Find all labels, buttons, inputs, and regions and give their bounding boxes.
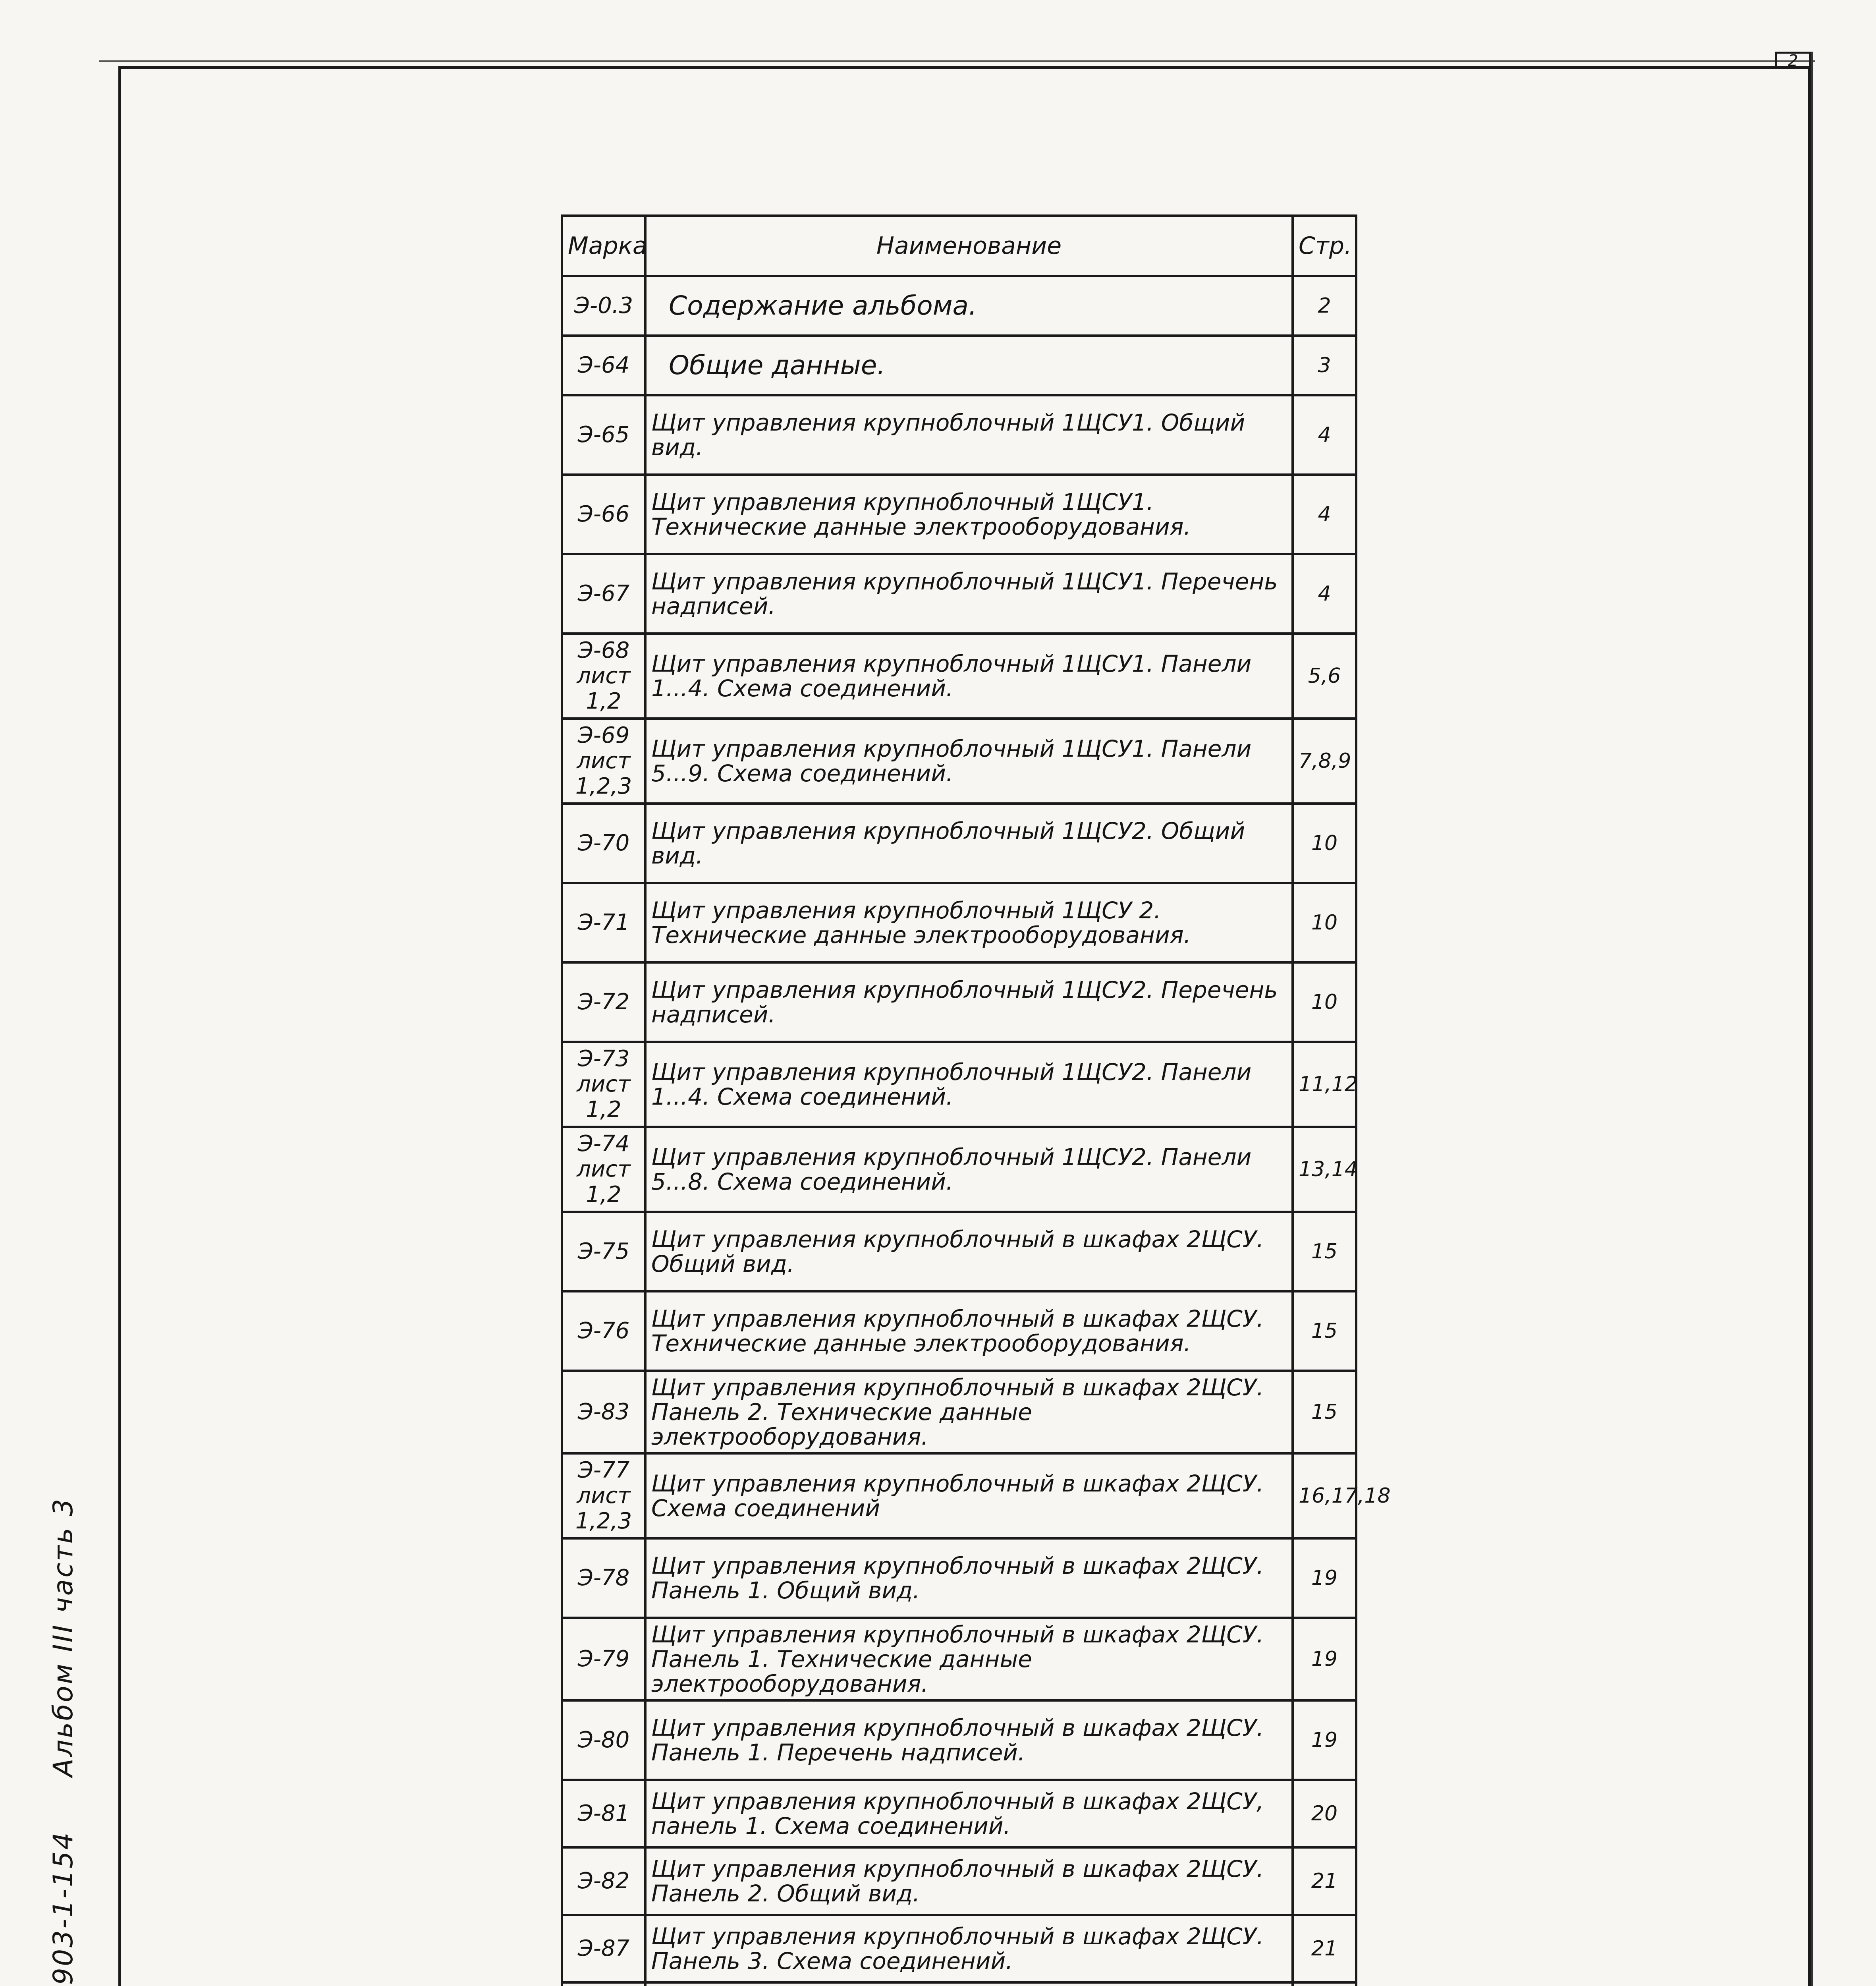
table-row bbox=[562, 1915, 1356, 1982]
row-page: 7,8,9 bbox=[1293, 719, 1356, 804]
row-page bbox=[1293, 1982, 1356, 1986]
table-row bbox=[562, 1780, 1356, 1847]
table-header-row bbox=[562, 216, 1356, 276]
row-mark: Э-78 bbox=[562, 1538, 645, 1618]
row-name: Щит управления крупноблочный в шкафах 2ЩСУ, панель 1. Схема соединений. bbox=[645, 1780, 1293, 1847]
row-name: Щит управления крупноблочный 1ЩСУ1. Перечень надписей. bbox=[645, 554, 1293, 634]
row-mark: Э-71 bbox=[562, 883, 645, 962]
row-mark: Э-83 bbox=[562, 1371, 645, 1453]
header-page: Стр. bbox=[1293, 216, 1356, 276]
row-name: Щит управления крупноблочный 1ЩСУ 2. Технические данные электрооборудования. bbox=[645, 883, 1293, 962]
row-mark: Э-79 bbox=[562, 1618, 645, 1700]
row-name: Щит управления крупноблочный 1ЩСУ1. Панели 5...9. Схема соединений. bbox=[645, 719, 1293, 804]
row-mark: Э-67 bbox=[562, 554, 645, 634]
table-row bbox=[562, 804, 1356, 883]
row-page: 10 bbox=[1293, 804, 1356, 883]
row-page: 19 bbox=[1293, 1538, 1356, 1618]
table-row bbox=[562, 1371, 1356, 1453]
row-mark: Э-64 bbox=[562, 336, 645, 395]
row-mark: Э-77 лист 1,2,3 bbox=[562, 1453, 645, 1538]
row-name: Общие данные. bbox=[645, 336, 1293, 395]
row-name: Щит управления крупноблочный в шкафах 2ЩСУ. Панель 3. Схема соединений. bbox=[645, 1915, 1293, 1982]
row-name: Щит управления крупноблочный в шкафах 2ЩСУ. Общий вид. bbox=[645, 1212, 1293, 1291]
row-page: 21 bbox=[1293, 1915, 1356, 1982]
row-page: 15 bbox=[1293, 1291, 1356, 1371]
right-border-line bbox=[1811, 52, 1813, 1986]
row-name: Щит управления крупноблочный 1ЩСУ2. Панели 1...4. Схема соединений. bbox=[645, 1042, 1293, 1127]
row-page: 19 bbox=[1293, 1700, 1356, 1780]
table-row bbox=[562, 395, 1356, 475]
row-mark: Э-68 лист 1,2 bbox=[562, 634, 645, 719]
row-name: Щит управления крупноблочный в шкафах 2ЩСУ. Панель 1. Технические данные электрооборудования. bbox=[645, 1618, 1293, 1700]
row-mark: Э-69 лист 1,2,3 bbox=[562, 719, 645, 804]
table-row bbox=[562, 1982, 1356, 1986]
row-mark: Э-70 bbox=[562, 804, 645, 883]
table-row bbox=[562, 962, 1356, 1042]
row-page: 3 bbox=[1293, 336, 1356, 395]
table-row bbox=[562, 1453, 1356, 1538]
row-page: 2 bbox=[1293, 276, 1356, 336]
row-name bbox=[645, 1982, 1293, 1986]
table-row bbox=[562, 1291, 1356, 1371]
row-mark: Э-65 bbox=[562, 395, 645, 475]
side-album-label: Альбом III часть 3 bbox=[48, 1497, 79, 1777]
row-page: 21 bbox=[1293, 1847, 1356, 1915]
row-page: 4 bbox=[1293, 475, 1356, 554]
row-page: 11,12 bbox=[1293, 1042, 1356, 1127]
row-name: Содержание альбома. bbox=[645, 276, 1293, 336]
row-mark: Э-74 лист 1,2 bbox=[562, 1127, 645, 1212]
table-row bbox=[562, 276, 1356, 336]
side-caption bbox=[48, 1454, 79, 1986]
table-row bbox=[562, 634, 1356, 719]
row-mark: Э-66 bbox=[562, 475, 645, 554]
row-name: Щит управления крупноблочный 1ЩСУ2. Перечень надписей. bbox=[645, 962, 1293, 1042]
row-name: Щит управления крупноблочный в шкафах 2ЩСУ. Панель 2. Технические данные электрооборудования. bbox=[645, 1371, 1293, 1453]
row-page: 16,17,18 bbox=[1293, 1453, 1356, 1538]
row-name: Щит управления крупноблочный 1ЩСУ1. Технические данные электрооборудования. bbox=[645, 475, 1293, 554]
row-page: 4 bbox=[1293, 395, 1356, 475]
row-page: 20 bbox=[1293, 1780, 1356, 1847]
row-page: 15 bbox=[1293, 1212, 1356, 1291]
table-row bbox=[562, 1212, 1356, 1291]
row-page: 10 bbox=[1293, 962, 1356, 1042]
row-name: Щит управления крупноблочный в шкафах 2ЩСУ. Технические данные электрооборудования. bbox=[645, 1291, 1293, 1371]
row-name: Щит управления крупноблочный в шкафах 2ЩСУ. Схема соединений bbox=[645, 1453, 1293, 1538]
table-row bbox=[562, 719, 1356, 804]
table-row bbox=[562, 1127, 1356, 1212]
row-page: 5,6 bbox=[1293, 634, 1356, 719]
table-body bbox=[562, 276, 1391, 1986]
row-mark: Э-81 bbox=[562, 1780, 645, 1847]
row-page: 10 bbox=[1293, 883, 1356, 962]
row-name: Щит управления крупноблочный 1ЩСУ1. Общий вид. bbox=[645, 395, 1293, 475]
row-name: Щит управления крупноблочный 1ЩСУ2. Общий вид. bbox=[645, 804, 1293, 883]
contents-table bbox=[561, 214, 1391, 1986]
row-page: 13,14 bbox=[1293, 1127, 1356, 1212]
table-row bbox=[562, 1042, 1356, 1127]
row-name: Щит управления крупноблочный в шкафах 2ЩСУ. Панель 1. Общий вид. bbox=[645, 1538, 1293, 1618]
row-page: 4 bbox=[1293, 554, 1356, 634]
row-name: Щит управления крупноблочный 1ЩСУ2. Панели 5...8. Схема соединений. bbox=[645, 1127, 1293, 1212]
row-mark bbox=[562, 1982, 645, 1986]
row-name: Щит управления крупноблочный 1ЩСУ1. Панели 1...4. Схема соединений. bbox=[645, 634, 1293, 719]
row-mark: Э-82 bbox=[562, 1847, 645, 1915]
table-row bbox=[562, 475, 1356, 554]
row-mark: Э-73 лист 1,2 bbox=[562, 1042, 645, 1127]
row-page: 19 bbox=[1293, 1618, 1356, 1700]
row-mark: Э-80 bbox=[562, 1700, 645, 1780]
table-row bbox=[562, 1700, 1356, 1780]
row-name: Щит управления крупноблочный в шкафах 2ЩСУ. Панель 1. Перечень надписей. bbox=[645, 1700, 1293, 1780]
top-border-line bbox=[99, 60, 1815, 62]
row-page: 15 bbox=[1293, 1371, 1356, 1453]
header-name: Наименование bbox=[645, 216, 1293, 276]
row-mark: Э-76 bbox=[562, 1291, 645, 1371]
table-row bbox=[562, 883, 1356, 962]
table-row bbox=[562, 336, 1356, 395]
table-row bbox=[562, 554, 1356, 634]
row-mark: Э-72 bbox=[562, 962, 645, 1042]
row-name: Щит управления крупноблочный в шкафах 2ЩСУ. Панель 2. Общий вид. bbox=[645, 1847, 1293, 1915]
side-project-number: 903-1-154 bbox=[48, 1831, 79, 1985]
row-mark: Э-87 bbox=[562, 1915, 645, 1982]
sheet-corner-number: 2 bbox=[1775, 52, 1811, 69]
table-row bbox=[562, 1538, 1356, 1618]
row-mark: Э-0.3 bbox=[562, 276, 645, 336]
row-mark: Э-75 bbox=[562, 1212, 645, 1291]
table-row bbox=[562, 1847, 1356, 1915]
header-mark: Марка bbox=[562, 216, 645, 276]
table-row bbox=[562, 1618, 1356, 1700]
